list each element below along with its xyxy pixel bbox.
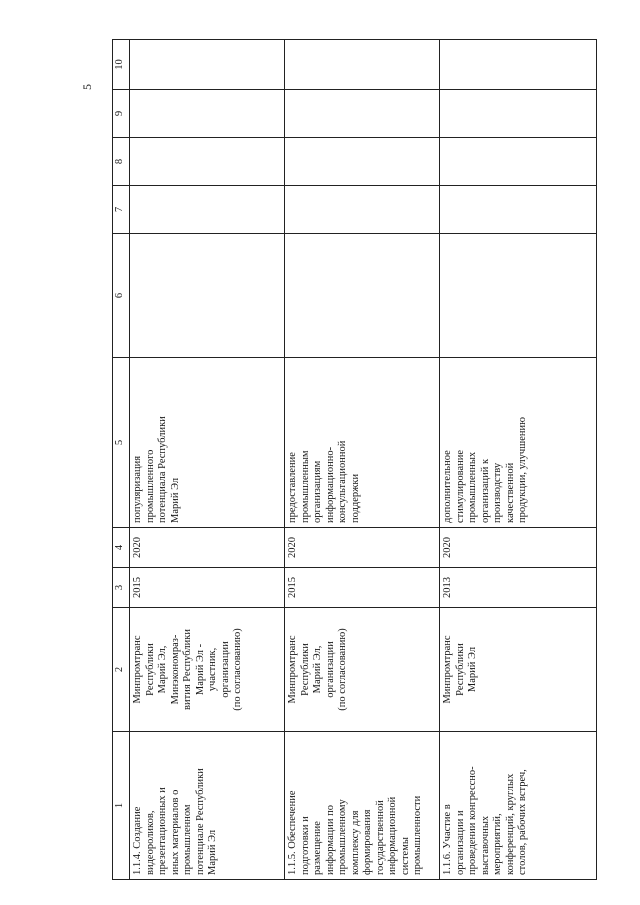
- executor: Минпромтранс Республики Марий Эл, Минэкономраз- вития Республики Марий Эл - участник, организации (по согласованию): [132, 628, 243, 711]
- executor: Минпромтранс Республики Марий Эл, организации (по согласованию): [287, 628, 348, 711]
- table-row: [285, 40, 440, 880]
- col-header-2: 2: [113, 608, 130, 732]
- col-header-5: 5: [113, 358, 130, 528]
- table-row: [440, 40, 597, 880]
- executor: Минпромтранс Республики Марий Эл: [442, 635, 478, 704]
- table-row: [130, 40, 285, 880]
- col-header-4: 4: [113, 528, 130, 568]
- start-year: 2015: [287, 577, 298, 598]
- header-row: [113, 40, 130, 880]
- end-year: 2020: [287, 537, 298, 558]
- col-header-1: 1: [113, 732, 130, 880]
- expected-result: дополнительное стимулирование промышленных организаций к производству качественной продукции, улучшению: [442, 416, 528, 523]
- start-year: 2015: [132, 577, 143, 598]
- page-number: 5: [80, 84, 94, 90]
- end-year: 2020: [132, 537, 143, 558]
- col-header-7: 7: [113, 186, 130, 234]
- expected-result: популяризация промышленного потенциала Республики Марий Эл: [132, 416, 181, 523]
- col-header-3: 3: [113, 568, 130, 608]
- col-header-10: 10: [113, 40, 130, 90]
- expected-result: предоставление промышленным организациям информационно- консультационной поддержки: [287, 440, 361, 523]
- start-year: 2013: [442, 577, 453, 598]
- program-table: [112, 39, 597, 880]
- activity-name: 1.1.6. Участие в организации и проведении конгрессно- выставочных мероприятий, конференций, круглых столов, рабочих встреч,: [442, 766, 528, 875]
- end-year: 2020: [442, 537, 453, 558]
- col-header-6: 6: [113, 234, 130, 358]
- col-header-8: 8: [113, 138, 130, 186]
- col-header-9: 9: [113, 90, 130, 138]
- activity-name: 1.1.5. Обеспечение подготовки и размещение информации по промышленному комплексу для формирования государственной информационной системы промышленности: [287, 790, 423, 875]
- activity-name: 1.1.4. Создание видеороликов, презентационных и иных материалов о промышленном потенциале Республики Марий Эл: [132, 768, 218, 875]
